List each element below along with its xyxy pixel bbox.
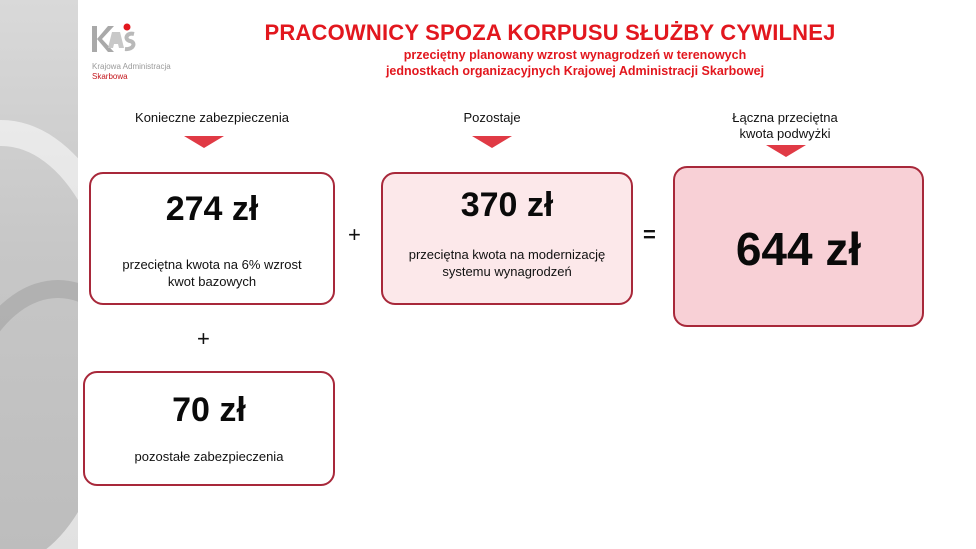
label-total-raise-line2: kwota podwyżki — [739, 126, 831, 141]
logo-text-line2: Skarbowa — [92, 72, 128, 81]
label-remaining: Pozostaje — [463, 110, 521, 125]
label-total-raise — [690, 110, 880, 142]
equals-sign: = — [643, 222, 656, 247]
subtitle-line2: jednostkach organizacyjnych Krajowej Administracji Skarbowej — [385, 64, 765, 78]
decorative-arc — [0, 280, 78, 549]
desc-base-raise — [97, 256, 327, 290]
desc-modernization-line1: przeciętna kwota na modernizację — [408, 247, 606, 262]
box-total-raise — [673, 166, 924, 327]
down-arrow-icon — [766, 145, 806, 157]
plus-sign: + — [348, 222, 361, 247]
amount-base-raise: 274 zł — [165, 190, 259, 228]
desc-other-safeguards: pozostałe zabezpieczenia — [134, 449, 284, 464]
subtitle-line1: przeciętny planowany wzrost wynagrodzeń w terenowych — [403, 48, 747, 62]
box-modernization — [381, 172, 633, 305]
amount-other-safeguards: 70 zł — [172, 391, 246, 429]
logo-text-line1: Krajowa Administracja — [92, 62, 171, 71]
down-arrow-icon — [184, 136, 224, 148]
plus-sign: + — [197, 326, 210, 351]
page-title: PRACOWNICY SPOZA KORPUSU SŁUŻBY CYWILNEJ — [264, 20, 836, 45]
desc-base-raise-line2: kwot bazowych — [167, 274, 257, 289]
desc-modernization — [389, 246, 625, 280]
desc-base-raise-line1: przeciętna kwota na 6% wzrost — [122, 257, 302, 272]
down-arrow-icon — [472, 136, 512, 148]
desc-modernization-line2: systemu wynagrodzeń — [442, 264, 572, 279]
label-required-safeguards: Konieczne zabezpieczenia — [135, 110, 289, 125]
page-subtitle — [230, 47, 920, 79]
decorative-side-band — [0, 0, 78, 549]
kas-logo-icon — [90, 22, 138, 58]
box-other-safeguards — [83, 371, 335, 486]
box-base-raise — [89, 172, 335, 305]
amount-modernization: 370 zł — [460, 186, 554, 224]
amount-total-raise: 644 zł — [735, 223, 862, 275]
label-total-raise-line1: Łączna przeciętna — [732, 110, 838, 125]
